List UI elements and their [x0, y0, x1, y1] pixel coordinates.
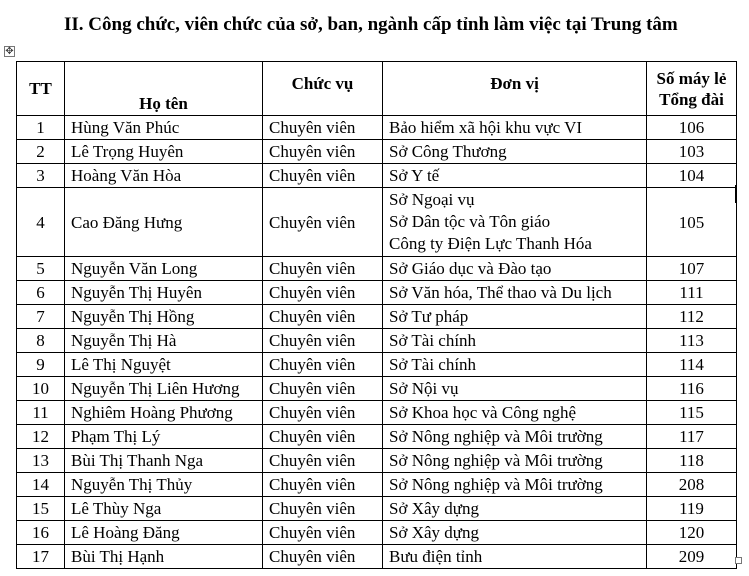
- header-extension-line1: Số máy lẻ: [656, 68, 727, 88]
- cell-name: Phạm Thị Lý: [65, 425, 263, 449]
- cell-position: Chuyên viên: [263, 521, 383, 545]
- cell-unit-line: Sở Dân tộc và Tôn giáo: [389, 212, 551, 231]
- cell-unit: [383, 545, 647, 569]
- cell-unit: [383, 353, 647, 377]
- table-row: [17, 305, 737, 329]
- cell-tt: 10: [17, 377, 65, 401]
- cell-name: Lê Hoàng Đăng: [65, 521, 263, 545]
- table-header-row: [17, 62, 737, 116]
- cell-extension: 111: [647, 281, 737, 305]
- cell-position: Chuyên viên: [263, 281, 383, 305]
- cell-unit-line: Sở Nông nghiệp và Môi trường: [389, 474, 603, 494]
- cell-name: Nguyễn Thị Liên Hương: [65, 377, 263, 401]
- cell-unit: [383, 497, 647, 521]
- cell-unit-line: Sở Xây dựng: [389, 498, 479, 518]
- cell-unit-line: Bưu điện tỉnh: [389, 546, 483, 566]
- cell-position: Chuyên viên: [263, 401, 383, 425]
- header-position: Chức vụ: [263, 62, 383, 116]
- header-unit: Đơn vị: [383, 62, 647, 116]
- cell-unit: [383, 257, 647, 281]
- header-extension-line2: Tổng đài: [659, 89, 724, 109]
- cell-extension: 119: [647, 497, 737, 521]
- cell-name: Nguyễn Thị Hà: [65, 329, 263, 353]
- cell-name: Bùi Thị Thanh Nga: [65, 449, 263, 473]
- cell-tt: 5: [17, 257, 65, 281]
- cell-unit: [383, 140, 647, 164]
- cell-tt: 3: [17, 164, 65, 188]
- table-row: [17, 188, 737, 257]
- cell-position: Chuyên viên: [263, 473, 383, 497]
- staff-table: [16, 61, 737, 569]
- cell-name: Lê Thùy Nga: [65, 497, 263, 521]
- cell-position: Chuyên viên: [263, 497, 383, 521]
- cell-name: Nghiêm Hoàng Phương: [65, 401, 263, 425]
- cell-unit: [383, 329, 647, 353]
- table-row: [17, 401, 737, 425]
- header-extension: [647, 62, 737, 116]
- table-row: [17, 545, 737, 569]
- cell-unit-line: Công ty Điện Lực Thanh Hóa: [389, 234, 592, 253]
- cell-unit-line: Sở Nông nghiệp và Môi trường: [389, 450, 603, 470]
- cell-name: Lê Thị Nguyệt: [65, 353, 263, 377]
- cell-extension: 114: [647, 353, 737, 377]
- table-row: [17, 281, 737, 305]
- cell-position: Chuyên viên: [263, 377, 383, 401]
- cell-tt: 4: [17, 188, 65, 257]
- cell-position: Chuyên viên: [263, 164, 383, 188]
- cell-unit-line: Sở Văn hóa, Thể thao và Du lịch: [389, 282, 612, 302]
- cell-position: Chuyên viên: [263, 116, 383, 140]
- cell-extension: 118: [647, 449, 737, 473]
- cell-extension: 103: [647, 140, 737, 164]
- table-row: [17, 164, 737, 188]
- cell-unit: [383, 425, 647, 449]
- table-row: [17, 116, 737, 140]
- table-row: [17, 140, 737, 164]
- cell-name: Bùi Thị Hạnh: [65, 545, 263, 569]
- cell-extension: 209: [647, 545, 737, 569]
- cell-name: Hoàng Văn Hòa: [65, 164, 263, 188]
- table-move-handle-icon[interactable]: ✥: [5, 46, 14, 57]
- cell-position: Chuyên viên: [263, 545, 383, 569]
- cell-unit-line: Sở Giáo dục và Đào tạo: [389, 258, 552, 278]
- cell-unit-line: Sở Y tế: [389, 165, 440, 185]
- cell-tt: 16: [17, 521, 65, 545]
- cell-name: Nguyễn Thị Thủy: [65, 473, 263, 497]
- text-cursor: [735, 185, 736, 203]
- cell-unit-line: Sở Xây dựng: [389, 522, 479, 542]
- cell-tt: 11: [17, 401, 65, 425]
- cell-unit: [383, 188, 647, 257]
- cell-unit: [383, 449, 647, 473]
- cell-tt: 1: [17, 116, 65, 140]
- table-resize-handle-icon[interactable]: [735, 557, 742, 564]
- cell-extension: 208: [647, 473, 737, 497]
- section-title: II. Công chức, viên chức của sở, ban, ngành cấp tỉnh làm việc tại Trung tâm: [64, 14, 678, 35]
- table-body: [17, 116, 737, 569]
- table-row: [17, 257, 737, 281]
- table-row: [17, 425, 737, 449]
- header-name: Họ tên: [65, 62, 263, 116]
- cell-extension: 104: [647, 164, 737, 188]
- cell-extension: 117: [647, 425, 737, 449]
- cell-extension: 105: [647, 188, 737, 257]
- cell-extension: 113: [647, 329, 737, 353]
- cell-unit-line: Sở Công Thương: [389, 141, 507, 161]
- table-row: [17, 473, 737, 497]
- header-tt: TT: [17, 62, 65, 116]
- cell-unit: [383, 401, 647, 425]
- cell-name: Nguyễn Văn Long: [65, 257, 263, 281]
- cell-name: Nguyễn Thị Huyên: [65, 281, 263, 305]
- cell-unit-line: Sở Tài chính: [389, 330, 477, 350]
- cell-tt: 15: [17, 497, 65, 521]
- table-row: [17, 329, 737, 353]
- cell-extension: 107: [647, 257, 737, 281]
- table-row: [17, 353, 737, 377]
- cell-position: Chuyên viên: [263, 353, 383, 377]
- cell-unit: [383, 473, 647, 497]
- cell-position: Chuyên viên: [263, 188, 383, 257]
- cell-name: Cao Đăng Hưng: [65, 188, 263, 257]
- cell-tt: 7: [17, 305, 65, 329]
- cell-extension: 120: [647, 521, 737, 545]
- cell-position: Chuyên viên: [263, 305, 383, 329]
- cell-position: Chuyên viên: [263, 329, 383, 353]
- cell-extension: 115: [647, 401, 737, 425]
- cell-tt: 2: [17, 140, 65, 164]
- cell-tt: 6: [17, 281, 65, 305]
- cell-unit-line: Sở Nông nghiệp và Môi trường: [389, 426, 603, 446]
- cell-tt: 12: [17, 425, 65, 449]
- cell-unit: [383, 281, 647, 305]
- cell-unit: [383, 164, 647, 188]
- cell-position: Chuyên viên: [263, 425, 383, 449]
- cell-tt: 8: [17, 329, 65, 353]
- cell-extension: 106: [647, 116, 737, 140]
- cell-unit-line: Sở Nội vụ: [389, 378, 459, 398]
- cell-unit: [383, 521, 647, 545]
- cell-extension: 116: [647, 377, 737, 401]
- cell-unit: [383, 116, 647, 140]
- table-row: [17, 521, 737, 545]
- cell-unit-line: Sở Tài chính: [389, 354, 477, 374]
- table-row: [17, 497, 737, 521]
- cell-name: Lê Trọng Huyên: [65, 140, 263, 164]
- cell-position: Chuyên viên: [263, 257, 383, 281]
- table-row: [17, 377, 737, 401]
- cell-tt: 17: [17, 545, 65, 569]
- cell-position: Chuyên viên: [263, 140, 383, 164]
- cell-position: Chuyên viên: [263, 449, 383, 473]
- cell-name: Nguyễn Thị Hồng: [65, 305, 263, 329]
- cell-unit-line: Sở Tư pháp: [389, 306, 469, 326]
- cell-unit-line: Sở Khoa học và Công nghệ: [389, 402, 576, 422]
- cell-unit-line: Bảo hiểm xã hội khu vực VI: [389, 117, 583, 137]
- cell-tt: 13: [17, 449, 65, 473]
- cell-extension: 112: [647, 305, 737, 329]
- cell-unit: [383, 377, 647, 401]
- cell-name: Hùng Văn Phúc: [65, 116, 263, 140]
- cell-unit: [383, 305, 647, 329]
- cell-tt: 14: [17, 473, 65, 497]
- table-row: [17, 449, 737, 473]
- cell-tt: 9: [17, 353, 65, 377]
- cell-unit-line: Sở Ngoại vụ: [389, 190, 475, 209]
